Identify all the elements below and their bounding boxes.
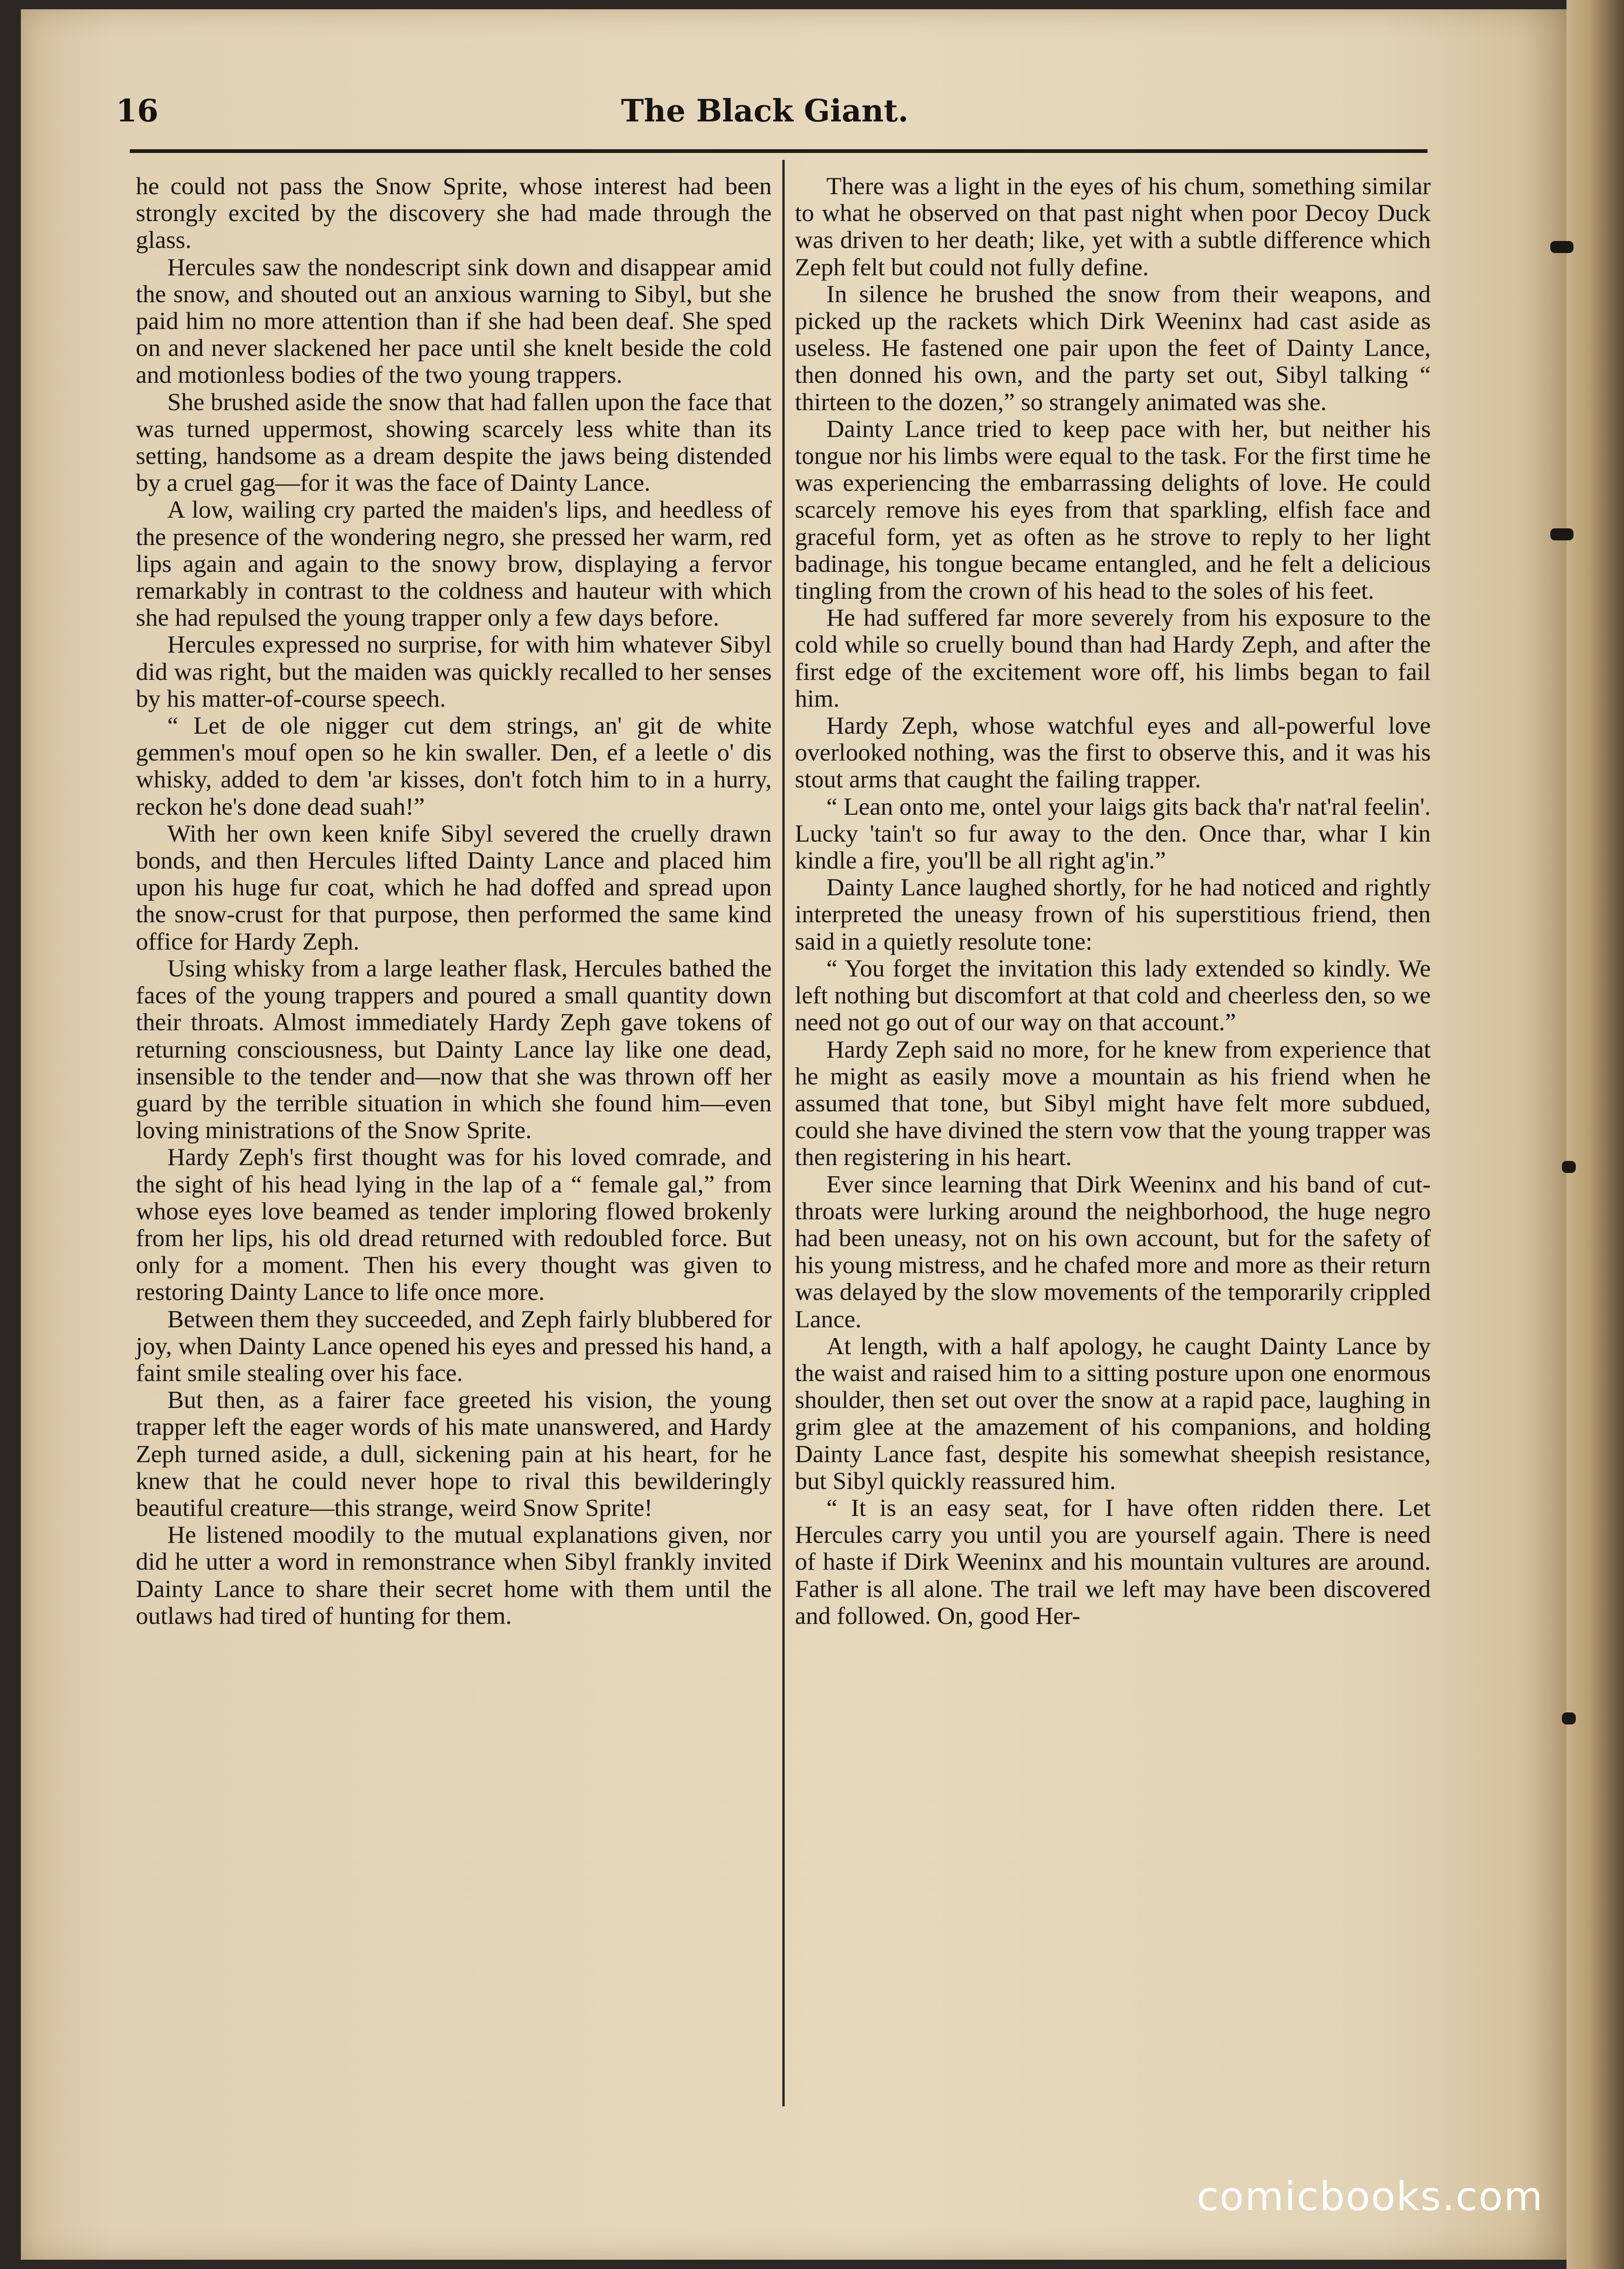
site-watermark: comicbooks.com xyxy=(1197,2174,1544,2220)
paragraph: A low, wailing cry parted the maiden's lips, and heedless of the presence of the wondering negro, she pressed her warm, red lips again and again to the snowy brow, displaying a fervor remarkably in contrast to the coldness and hauteur with which she had repulsed the young trapper only a few days before. xyxy=(136,495,772,632)
paragraph: Hercules expressed no surprise, for with him whatever Sibyl did was right, but the maiden was quickly recalled to her senses by his matter-of-course speech. xyxy=(136,630,772,712)
paragraph: he could not pass the Snow Sprite, whose interest had been strongly excited by the discovery she had made through the glass. xyxy=(136,172,772,254)
paragraph: “ Lean onto me, ontel your laigs gits back tha'r nat'ral feelin'. Lucky 'tain't so fur away to the den. Once thar, whar I kin kindle a fire, you'll be all right ag'in.” xyxy=(795,792,1431,875)
staple-mark xyxy=(1562,1712,1576,1724)
staple-mark xyxy=(1550,528,1573,540)
paragraph: Dainty Lance tried to keep pace with her, but neither his tongue nor his limbs were equal to the task. For the first time he was experiencing the embarrassing delights of love. He could scarcely remove his eyes from that sparkling, elfish face and graceful form, yet as often as he strove to reply to her light badinage, his tongue became entangled, and he felt a delicious tingling from the crown of his head to the soles of his feet. xyxy=(795,414,1431,605)
page-edge xyxy=(1567,0,1624,2269)
paragraph: He had suffered far more severely from his exposure to the cold while so cruelly bound than had Hardy Zeph, and after the first edge of the excitement wore off, his limbs began to fail him. xyxy=(795,603,1431,712)
paragraph: With her own keen knife Sibyl severed the cruelly drawn bonds, and then Hercules lifted Dainty Lance and placed him upon his huge fur coat, which he had doffed and spread upon the snow-crust for that purpose, then performed the same kind office for Hardy Zeph. xyxy=(136,819,772,955)
column-rule xyxy=(782,160,785,2106)
paragraph: She brushed aside the snow that had fallen upon the face that was turned uppermost, showing scarcely less white than its setting, handsome as a dream despite the jaws being distended by a cruel gag—for it was the face of Dainty Lance. xyxy=(136,387,772,497)
staple-mark xyxy=(1562,1161,1576,1173)
paragraph: Hardy Zeph's first thought was for his loved comrade, and the sight of his head lying in the lap of a “ female gal,” from whose eyes love beamed as tender imploring flowed brokenly from her lips, his old dread returned with redoubled force. But only for a moment. Then his every thought was given to restoring Dainty Lance to life once more. xyxy=(136,1143,772,1306)
paragraph: “ Let de ole nigger cut dem strings, an' git de white gemmen's mouf open so he kin swaller. Den, ef a leetle o' dis whisky, added to dem 'ar kisses, don't fotch him to in a hurry, reckon he's done dead suah!” xyxy=(136,711,772,820)
right-column xyxy=(795,172,1431,1629)
left-column xyxy=(136,172,772,1629)
paragraph: He listened moodily to the mutual explanations given, nor did he utter a word in remonstrance when Sibyl frankly invited Dainty Lance to share their secret home with them until the outlaws had tired of hunting for them. xyxy=(136,1521,772,1629)
header-rule xyxy=(130,149,1427,153)
paragraph: Hardy Zeph said no more, for he knew from experience that he might as easily move a mountain as his friend when he assumed that tone, but Sibyl might have felt more subdued, could she have divined the stern vow that the young trapper was then registering in his heart. xyxy=(795,1035,1431,1171)
paragraph: Ever since learning that Dirk Weeninx and his band of cut-throats were lurking around the neighborhood, the huge negro had been uneasy, not on his own account, but for the safety of his young mistress, and he chafed more and more as their return was delayed by the slow movements of the temporarily crippled Lance. xyxy=(795,1170,1431,1333)
paragraph: At length, with a half apology, he caught Dainty Lance by the waist and raised him to a sitting posture upon one enormous shoulder, then set out over the snow at a rapid pace, laughing in grim glee at the amazement of his companions, and holding Dainty Lance fast, despite his somewhat sheepish resistance, but Sibyl quickly reassured him. xyxy=(795,1331,1431,1495)
paragraph: Dainty Lance laughed shortly, for he had noticed and rightly interpreted the uneasy frown of his superstitious friend, then said in a quietly resolute tone: xyxy=(795,873,1431,955)
paragraph: Between them they succeeded, and Zeph fairly blubbered for joy, when Dainty Lance opened his eyes and pressed his hand, a faint smile stealing over his face. xyxy=(136,1305,772,1387)
paragraph: “ You forget the invitation this lady extended so kindly. We left nothing but discomfort at that cold and cheerless den, so we need not go out of our way on that account.” xyxy=(795,954,1431,1036)
paragraph: Hercules saw the nondescript sink down and disappear amid the snow, and shouted out an anxious warning to Sibyl, but she paid him no more attention than if she had been deaf. She sped on and never slackened her pace until she knelt beside the cold and motionless bodies of the two young trappers. xyxy=(136,253,772,389)
paragraph: But then, as a fairer face greeted his vision, the young trapper left the eager words of his mate unanswered, and Hardy Zeph turned aside, a dull, sickening pain at his heart, for he knew that he could never hope to rival this bewilderingly beautiful creature—this strange, weird Snow Sprite! xyxy=(136,1386,772,1521)
staple-mark xyxy=(1550,241,1573,253)
paragraph: There was a light in the eyes of his chum, something similar to what he observed on that past night when poor Decoy Duck was driven to her death; like, yet with a subtle difference which Zeph felt but could not fully define. xyxy=(795,172,1431,281)
running-title: The Black Giant. xyxy=(621,93,909,129)
paragraph: Using whisky from a large leather flask, Hercules bathed the faces of the young trappers and poured a small quantity down their throats. Almost immediately Hardy Zeph gave tokens of returning consciousness, but Dainty Lance lay like one dead, insensible to the tender and—now that she was thrown off her guard by the terrible situation in which she found him—even loving ministrations of the Snow Sprite. xyxy=(136,954,772,1144)
paragraph: “ It is an easy seat, for I have often ridden there. Let Hercules carry you until you are yourself again. There is need of haste if Dirk Weeninx and his mountain vultures are around. Father is all alone. The trail we left may have been discovered and followed. On, good Her- xyxy=(795,1493,1431,1629)
paragraph: Hardy Zeph, whose watchful eyes and all-powerful love overlooked nothing, was the first to observe this, and it was his stout arms that caught the failing trapper. xyxy=(795,711,1431,793)
page-number: 16 xyxy=(116,93,159,129)
paragraph: In silence he brushed the snow from their weapons, and picked up the rackets which Dirk Weeninx had cast aside as useless. He fastened one pair upon the feet of Dainty Lance, then donned his own, and the party set out, Sibyl talking “ thirteen to the dozen,” so strangely animated was she. xyxy=(795,279,1431,416)
